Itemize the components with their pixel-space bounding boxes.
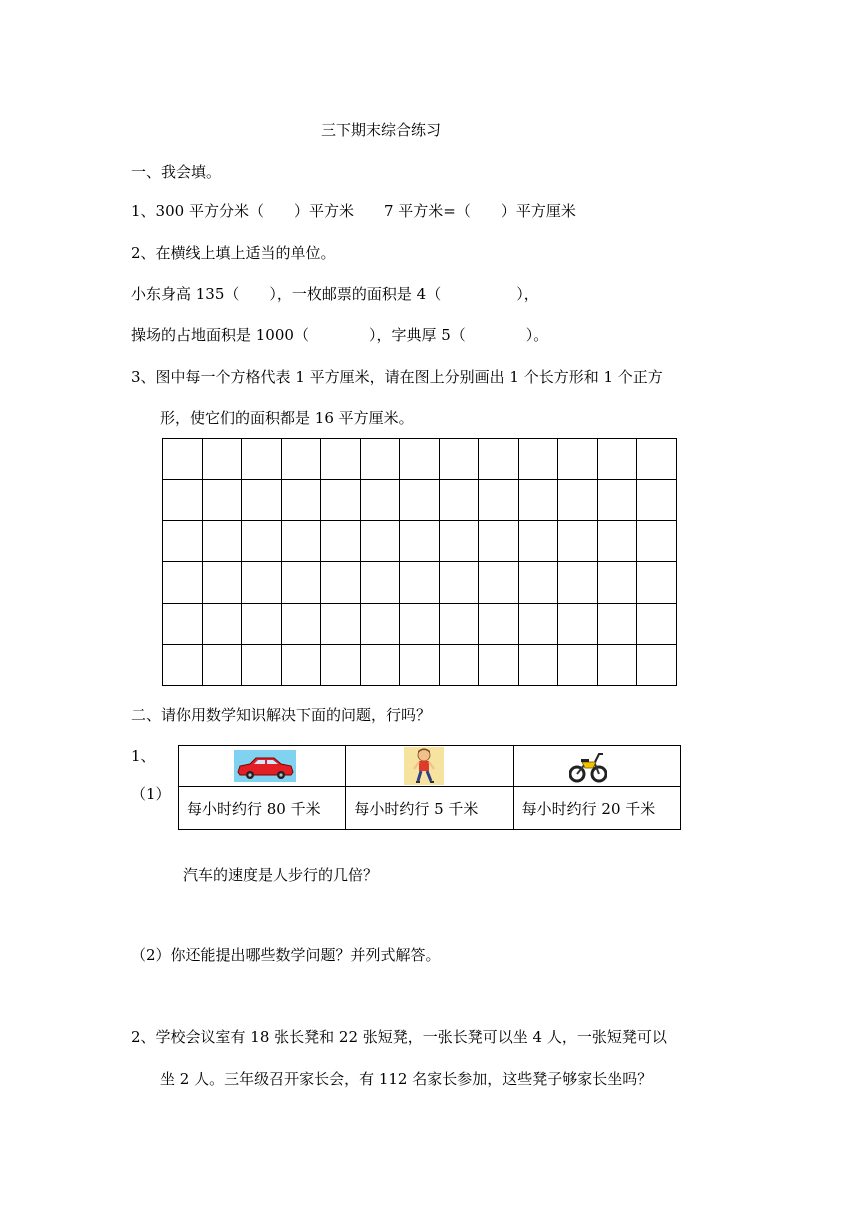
- grid-row: [163, 439, 677, 480]
- grid-cell: [202, 439, 242, 480]
- grid-cell: [558, 480, 598, 521]
- grid-cell: [400, 480, 440, 521]
- grid-cell: [439, 480, 479, 521]
- grid-cell: [558, 603, 598, 644]
- grid-cell: [637, 603, 677, 644]
- grid-cell: [558, 562, 598, 603]
- grid-row: [163, 480, 677, 521]
- grid-cell: [360, 521, 400, 562]
- grid-cell: [202, 603, 242, 644]
- grid-cell: [439, 562, 479, 603]
- grid-cell: [321, 562, 361, 603]
- problem-1-label: 1、: [131, 747, 156, 765]
- grid-cell: [637, 644, 677, 685]
- speed-table: [178, 745, 681, 830]
- grid-cell: [479, 439, 519, 480]
- grid-cell: [163, 603, 203, 644]
- grid-cell: [637, 521, 677, 562]
- grid-cell: [242, 439, 282, 480]
- grid-cell: [558, 439, 598, 480]
- walking-boy-icon: [404, 747, 444, 785]
- grid-cell: [439, 521, 479, 562]
- question-3-line-1: 3、图中每一个方格代表 1 平方厘米，请在图上分别画出 1 个长方形和 1 个正方: [131, 368, 663, 386]
- grid-row: [163, 521, 677, 562]
- grid-cell: [281, 480, 321, 521]
- grid-cell: [518, 603, 558, 644]
- grid-cell: [637, 562, 677, 603]
- grid-cell: [479, 521, 519, 562]
- grid-cell: [281, 603, 321, 644]
- grid-cell: [202, 644, 242, 685]
- problem-2-line-2: 坐 2 人。三年级召开家长会，有 112 名家长参加，这些凳子够家长坐吗？: [160, 1070, 653, 1088]
- grid-cell: [479, 480, 519, 521]
- problem-1-sub-2: （2）你还能提出哪些数学问题？并列式解答。: [131, 946, 441, 964]
- square-grid: [162, 438, 677, 686]
- question-1: 1、300 平方分米（ ）平方米 7 平方米=（ ）平方厘米: [131, 202, 576, 220]
- walking-speed: 每小时约行 5 千米: [346, 787, 513, 830]
- grid-cell: [597, 521, 637, 562]
- grid-cell: [321, 644, 361, 685]
- problem-1-question: 汽车的速度是人步行的几倍？: [183, 866, 379, 884]
- grid-cell: [321, 439, 361, 480]
- question-3-line-2: 形，使它们的面积都是 16 平方厘米。: [160, 409, 414, 427]
- section2-heading: 二、请你用数学知识解决下面的问题，行吗？: [131, 706, 432, 724]
- grid-cell: [637, 480, 677, 521]
- grid-cell: [439, 644, 479, 685]
- grid-cell: [439, 603, 479, 644]
- grid-cell: [163, 562, 203, 603]
- question-2-line-2: 操场的占地面积是 1000（ ），字典厚 5（ ）。: [131, 326, 549, 344]
- grid-cell: [281, 521, 321, 562]
- grid-cell: [281, 644, 321, 685]
- grid-cell: [400, 439, 440, 480]
- grid-cell: [558, 644, 598, 685]
- page-title: 三下期末综合练习: [321, 121, 442, 139]
- table-cell-person: [346, 746, 513, 787]
- grid-cell: [281, 439, 321, 480]
- grid-cell: [518, 521, 558, 562]
- grid-cell: [281, 562, 321, 603]
- grid-cell: [360, 480, 400, 521]
- grid-row: [163, 644, 677, 685]
- grid-cell: [202, 562, 242, 603]
- grid-cell: [163, 644, 203, 685]
- question-2-line-1: 小东身高 135（ ），一枚邮票的面积是 4（ ），: [131, 285, 539, 303]
- grid-cell: [321, 480, 361, 521]
- grid-cell: [558, 521, 598, 562]
- grid-cell: [202, 521, 242, 562]
- table-cell-motorcycle: [513, 746, 680, 787]
- grid-cell: [360, 603, 400, 644]
- grid-cell: [597, 562, 637, 603]
- table-cell-car: [179, 746, 346, 787]
- grid-cell: [597, 603, 637, 644]
- grid-cell: [360, 562, 400, 603]
- grid-cell: [360, 439, 400, 480]
- grid-cell: [242, 603, 282, 644]
- grid-cell: [400, 521, 440, 562]
- question-2: 2、在横线上填上适当的单位。: [131, 244, 336, 262]
- grid-cell: [518, 644, 558, 685]
- grid-cell: [400, 644, 440, 685]
- grid-cell: [400, 562, 440, 603]
- grid-cell: [163, 480, 203, 521]
- car-speed: 每小时约行 80 千米: [179, 787, 346, 830]
- problem-1-sub-1-label: （1）: [131, 785, 171, 803]
- grid-cell: [597, 480, 637, 521]
- grid-cell: [242, 480, 282, 521]
- car-icon: [234, 750, 296, 782]
- grid-cell: [242, 562, 282, 603]
- grid-cell: [242, 644, 282, 685]
- motorcycle-icon: [569, 748, 607, 784]
- grid-cell: [479, 603, 519, 644]
- grid-cell: [202, 480, 242, 521]
- grid-cell: [637, 439, 677, 480]
- grid-cell: [597, 644, 637, 685]
- problem-2-line-1: 2、学校会议室有 18 张长凳和 22 张短凳，一张长凳可以坐 4 人，一张短凳可以: [131, 1028, 667, 1046]
- grid-cell: [163, 439, 203, 480]
- grid-row: [163, 603, 677, 644]
- grid-cell: [597, 439, 637, 480]
- grid-cell: [163, 521, 203, 562]
- grid-cell: [439, 439, 479, 480]
- grid-cell: [360, 644, 400, 685]
- grid-cell: [479, 562, 519, 603]
- grid-cell: [479, 644, 519, 685]
- grid-cell: [321, 521, 361, 562]
- grid-cell: [321, 603, 361, 644]
- grid-cell: [242, 521, 282, 562]
- motorcycle-speed: 每小时约行 20 千米: [513, 787, 680, 830]
- grid-cell: [518, 562, 558, 603]
- grid-row: [163, 562, 677, 603]
- grid-cell: [518, 480, 558, 521]
- section1-heading: 一、我会填。: [131, 163, 222, 181]
- grid-cell: [518, 439, 558, 480]
- grid-cell: [400, 603, 440, 644]
